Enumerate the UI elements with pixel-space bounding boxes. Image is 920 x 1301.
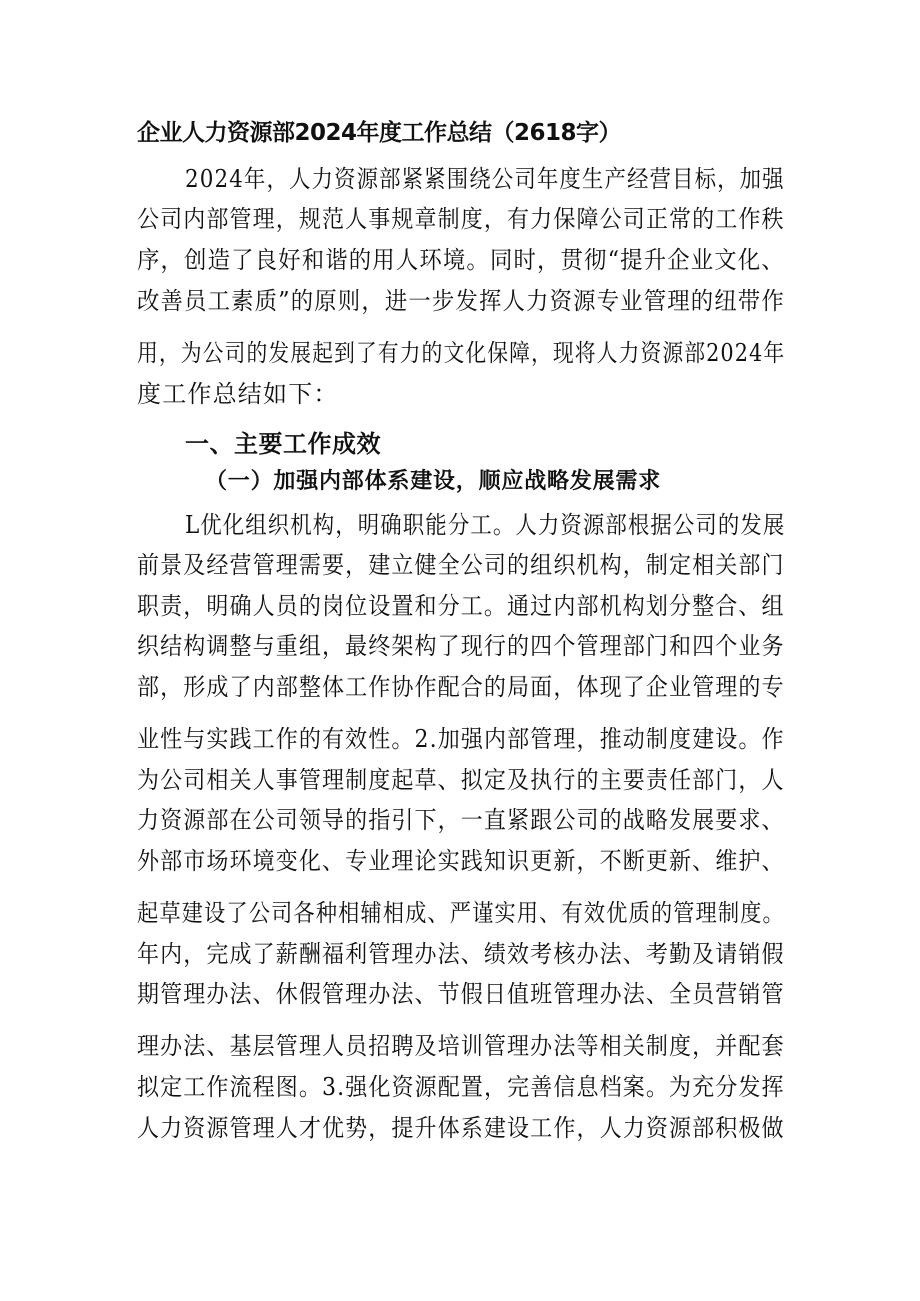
body-line: 期管理办法、休假管理办法、节假日值班管理办法、全员营销管: [137, 980, 785, 1008]
body-line: 前景及经营管理需要，建立健全公司的组织机构，制定相关部门: [137, 551, 785, 579]
body-line: 起草建设了公司各种相辅相成、严谨实用、有效优质的管理制度。: [137, 899, 785, 927]
body-line: 织结构调整与重组，最终架构了现行的四个管理部门和四个业务: [137, 632, 785, 660]
body-line: 职责，明确人员的岗位设置和分工。通过内部机构划分整合、组: [137, 592, 785, 620]
document-title: 企业人力资源部2024年度工作总结（2618字）: [137, 120, 622, 146]
body-line: 拟定工作流程图。3.强化资源配置，完善信息档案。为充分发挥: [137, 1073, 785, 1101]
body-line: 理办法、基层管理人员招聘及培训管理办法等相关制度，并配套: [137, 1032, 785, 1060]
body-line: 业性与实践工作的有效性。2.加强内部管理，推动制度建设。作: [137, 725, 785, 753]
body-line: 人力资源管理人才优势，提升体系建设工作，人力资源部积极做: [137, 1114, 785, 1142]
intro-line: 2024年，人力资源部紧紧围绕公司年度生产经营目标，加强: [185, 165, 785, 193]
body-line: 力资源部在公司领导的指引下，一直紧跟公司的战略发展要求、: [137, 806, 785, 834]
intro-line: 用，为公司的发展起到了有力的文化保障，现将人力资源部2024年: [137, 339, 786, 367]
sub-heading: （一）加强内部体系建设，顺应战略发展需求: [205, 468, 662, 494]
intro-line: 公司内部管理，规范人事规章制度，有力保障公司正常的工作秩: [137, 205, 785, 233]
body-line: L优化组织机构，明确职能分工。人力资源部根据公司的发展: [185, 511, 786, 539]
section-heading: 一、主要工作成效: [185, 430, 381, 458]
intro-line: 度工作总结如下：: [137, 380, 339, 408]
body-line: 部，形成了内部整体工作协作配合的局面，体现了企业管理的专: [137, 673, 785, 701]
body-line: 为公司相关人事管理制度起草、拟定及执行的主要责任部门，人: [137, 766, 785, 794]
body-line: 年内，完成了薪酬福利管理办法、绩效考核办法、考勤及请销假: [137, 940, 785, 968]
intro-line: 序，创造了良好和谐的用人环境。同时，贯彻“提升企业文化、: [137, 246, 785, 274]
intro-line: 改善员工素质”的原则，进一步发挥人力资源专业管理的纽带作: [137, 287, 785, 315]
body-line: 外部市场环境变化、专业理论实践知识更新，不断更新、维护、: [137, 847, 785, 875]
